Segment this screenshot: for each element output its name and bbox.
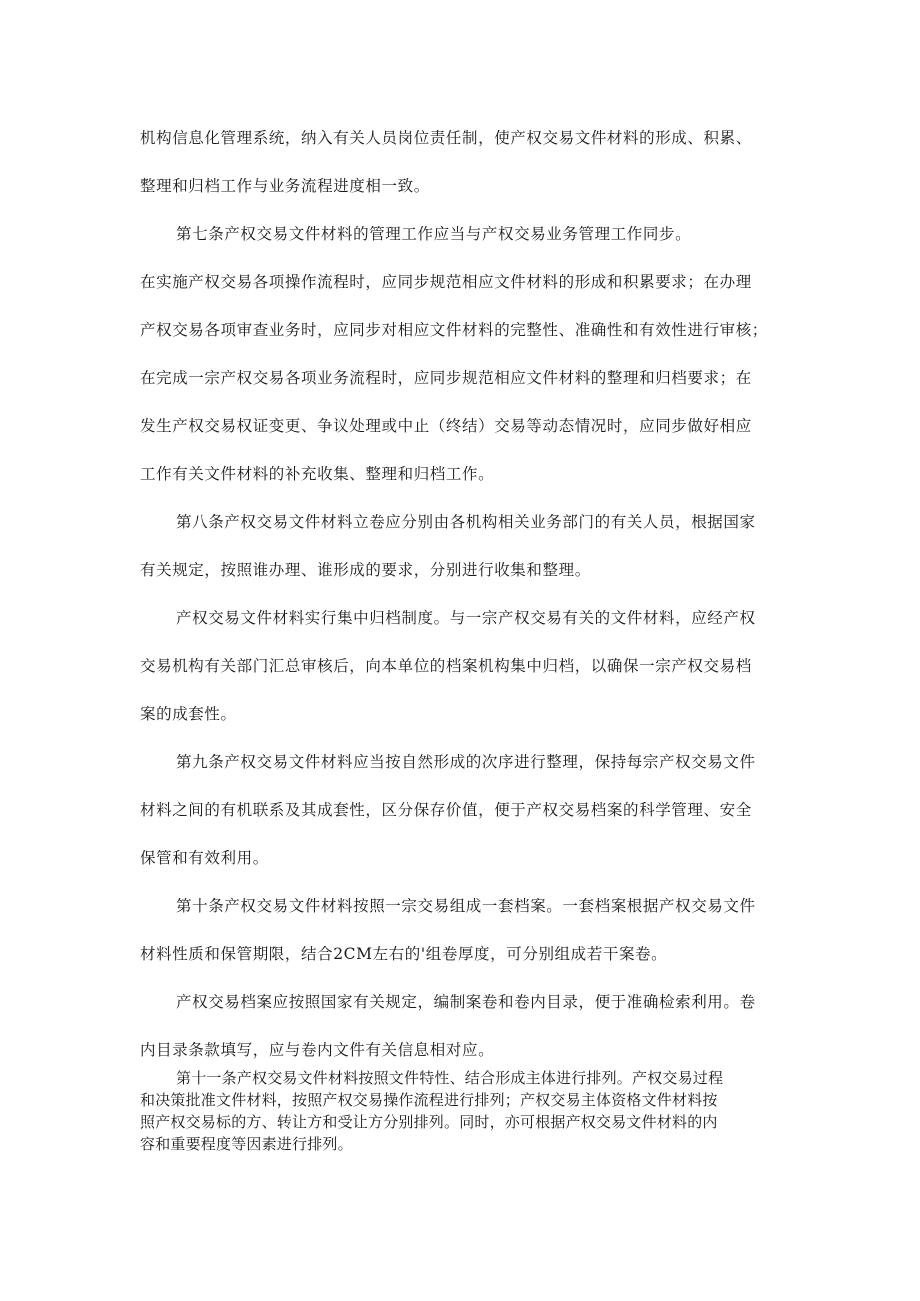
paragraph-start: 产权交易文件材料实行集中归档制度。与一宗产权交易有关的文件材料，应经产权 [176,609,756,627]
text-line: 和决策批准文件材料，按照产权交易操作流程进行排列；产权交易主体资格文件材料按 [140,1091,718,1109]
text-line: 容和重要程度等因素进行排列。 [140,1135,353,1153]
text-line: 产权交易各项审查业务时，应同步对相应文件材料的完整性、准确性和有效性进行审核； [140,321,768,339]
article-9-heading: 第九条产权交易文件材料应当按自然形成的次序进行整理，保持每宗产权交易文件 [176,753,756,771]
article-7-heading: 第七条产权交易文件材料的管理工作应当与产权交易业务管理工作同步。 [176,225,692,243]
paragraph-start: 产权交易档案应按照国家有关规定，编制案卷和卷内目录，便于准确检索利用。卷 [176,993,756,1011]
text-line: 有关规定，按照谁办理、谁形成的要求，分别进行收集和整理。 [140,561,591,579]
text-line: 发生产权交易权证变更、争议处理或中止（终结）交易等动态情况时，应同步做好相应 [140,417,752,435]
text-line: 交易机构有关部门汇总审核后，向本单位的档案机构集中归档，以确保一宗产权交易档 [140,657,752,675]
text-line: 照产权交易标的方、转让方和受让方分别排列。同时，亦可根据产权交易文件材料的内 [140,1113,718,1131]
text-line: 材料之间的有机联系及其成套性，区分保存价值，便于产权交易档案的科学管理、安全 [140,801,752,819]
article-8-heading: 第八条产权交易文件材料立卷应分别由各机构相关业务部门的有关人员，根据国家 [176,513,756,531]
text-line: 在完成一宗产权交易各项业务流程时，应同步规范相应文件材料的整理和归档要求；在 [140,369,752,387]
text-line: 案的成套性。 [140,705,237,723]
text-line: 内目录条款填写，应与卷内文件有关信息相对应。 [140,1041,495,1059]
article-10-heading: 第十条产权交易文件材料按照一宗交易组成一套档案。一套档案根据产权交易文件 [176,897,756,915]
text-line: 保管和有效利用。 [140,849,269,867]
article-11-heading: 第十一条产权交易文件材料按照文件特性、结合形成主体进行排列。产权交易过程 [176,1069,724,1087]
text-line: 在实施产权交易各项操作流程时，应同步规范相应文件材料的形成和积累要求；在办理 [140,273,752,291]
text-line: 材料性质和保管期限，结合2CM左右的'组卷厚度，可分别组成若干案卷。 [140,945,668,963]
text-line: 整理和归档工作与业务流程进度相一致。 [140,177,430,195]
text-line: 机构信息化管理系统，纳入有关人员岗位责任制，使产权交易文件材料的形成、积累、 [140,129,752,147]
text-line: 工作有关文件材料的补充收集、整理和归档工作。 [140,465,495,483]
